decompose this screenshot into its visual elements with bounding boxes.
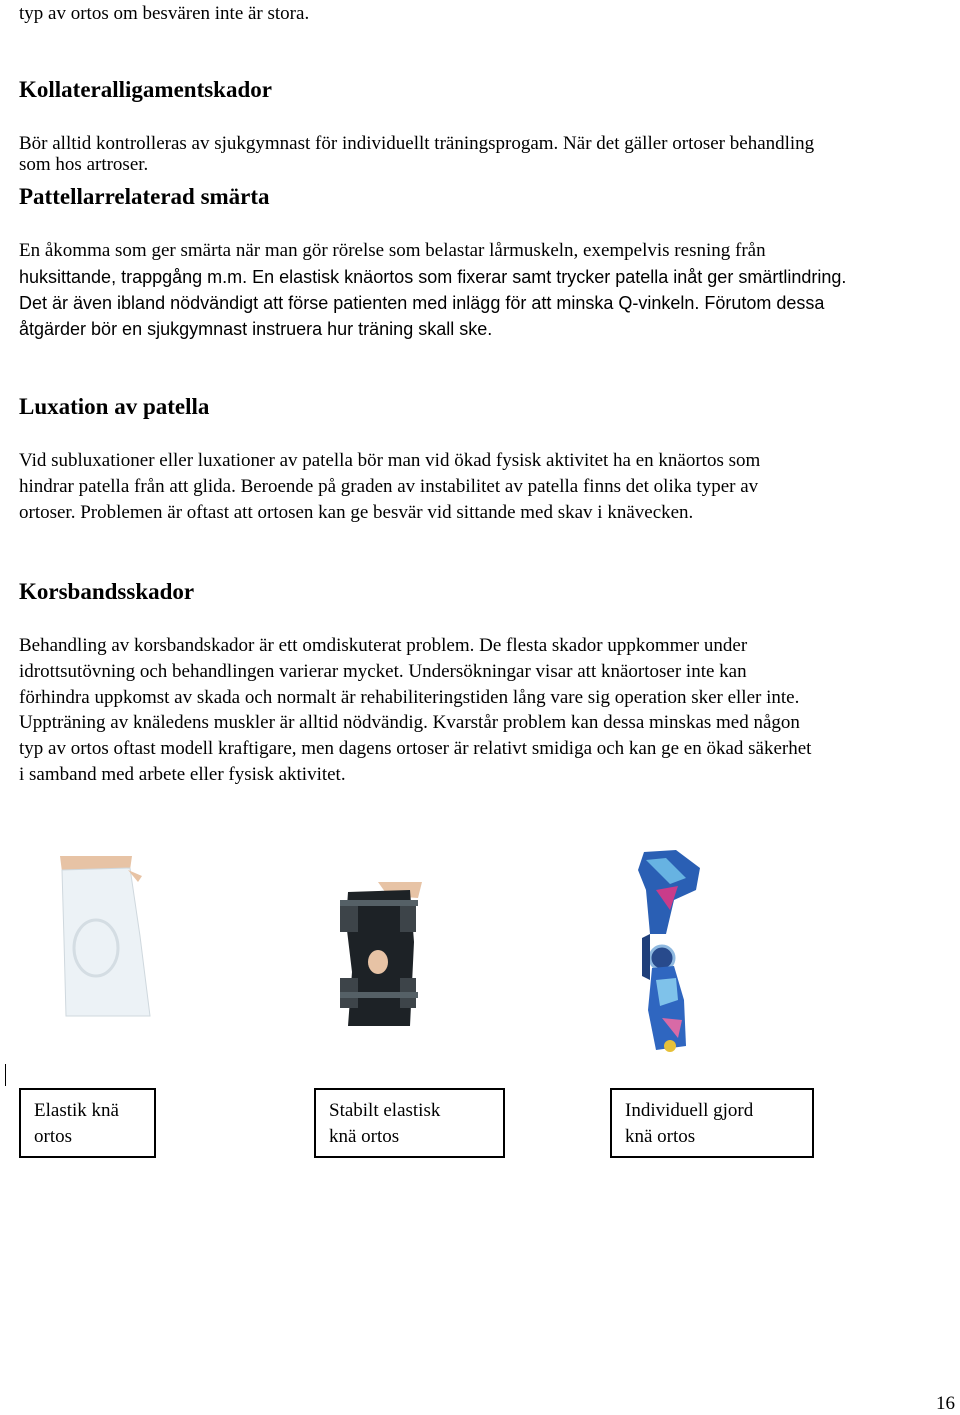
text-cursor <box>5 1064 6 1086</box>
caption-line: Elastik knä <box>34 1100 119 1121</box>
caption-box-elastic <box>19 1088 156 1158</box>
caption-line: ortos <box>34 1126 72 1147</box>
custom-knee-orthosis-image <box>626 850 710 1060</box>
text-line: typ av ortos oftast modell kraftigare, men dagens ortoser är relativt smidiga och kan ge en ökad säkerhet <box>19 738 812 760</box>
caption-box-stable <box>314 1088 505 1158</box>
caption-line: Stabilt elastisk <box>329 1100 441 1121</box>
heading-patellar: Pattellarrelaterad smärta <box>19 184 270 209</box>
caption-line: knä ortos <box>329 1126 400 1147</box>
patellar-paragraph <box>19 238 959 342</box>
text-line: Behandling av korsbandskador är ett omdiskuterat problem. De flesta skador uppkommer under <box>19 635 748 656</box>
text-line: hindrar patella från att glida. Beroende på graden av instabilitet av patella finns det olika typer av <box>19 475 759 497</box>
text-line: Vid subluxationer eller luxationer av patella bör man vid ökad fysisk aktivitet ha en knäortos som <box>19 450 761 471</box>
heading-collateral: Kollateralligamentskador <box>19 77 272 102</box>
luxation-paragraph <box>19 448 959 525</box>
text-line: idrottsutövning och behandlingen varierar mycket. Undersökningar visar att knäortoser inte kan <box>19 660 747 682</box>
caption-line: knä ortos <box>625 1126 696 1147</box>
text-line: typ av ortos om besvären inte är stora. <box>19 3 310 24</box>
intro-paragraph <box>19 1 959 27</box>
text-line: huksittande, trappgång m.m. En elastisk knäortos som fixerar samt trycker patella inåt ger smärtlindring. <box>19 266 847 287</box>
text-line: En åkomma som ger smärta när man gör rörelse som belastar lårmuskeln, exempelvis resning från <box>19 240 766 261</box>
stable-knee-orthosis-image <box>318 882 422 1028</box>
text-line: i samband med arbete eller fysisk aktivitet. <box>19 763 346 785</box>
text-line: förhindra uppkomst av skada och normalt är rehabiliteringstiden lång vare sig operation sker eller inte. <box>19 686 800 708</box>
caption-line: Individuell gjord <box>625 1100 754 1121</box>
elastic-knee-orthosis-image <box>34 856 154 1018</box>
text-line: Det är även ibland nödvändigt att förse patienten med inlägg för att minska Q-vinkeln. Förutom dessa <box>19 292 825 313</box>
text-line: som hos artroser. <box>19 153 149 175</box>
text-line: åtgärder bör en sjukgymnast instruera hur träning skall ske. <box>19 318 493 339</box>
heading-luxation: Luxation av patella <box>19 394 210 419</box>
text-line: ortoser. Problemen är oftast att ortosen kan ge besvär vid sittande med skav i knävecken. <box>19 501 694 523</box>
cruciate-paragraph <box>19 633 959 788</box>
text-line: Uppträning av knäledens muskler är alltid nödvändig. Kvarstår problem kan dessa minskas med någon <box>19 712 800 734</box>
heading-cruciate: Korsbandsskador <box>19 579 195 604</box>
collateral-paragraph <box>19 131 959 178</box>
page-number: 16 <box>936 1393 955 1414</box>
caption-box-custom <box>610 1088 814 1158</box>
text-line: Bör alltid kontrolleras av sjukgymnast för individuellt träningsprogam. När det gäller ortoser behandling <box>19 133 815 154</box>
